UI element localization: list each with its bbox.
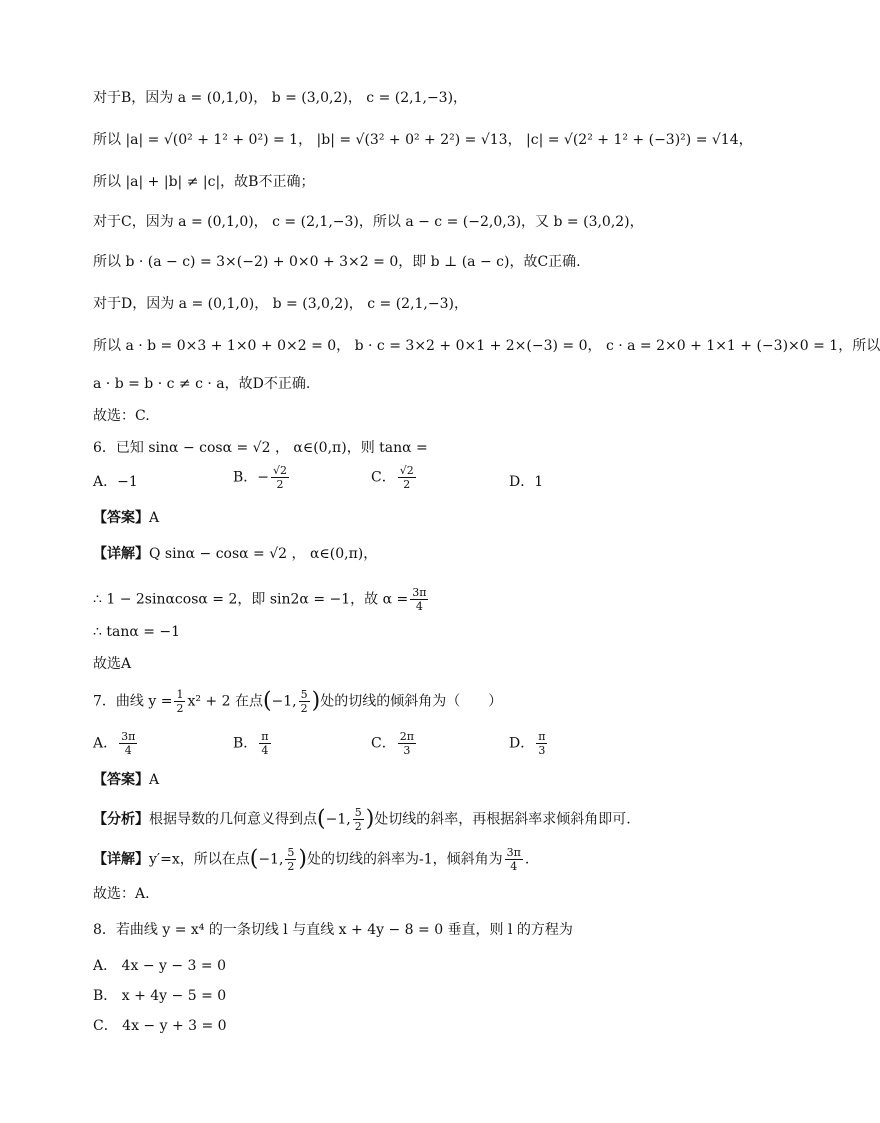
question-8-option-b: B． x + 4y − 5 = 0: [93, 988, 227, 1004]
option-a: A．−1: [93, 474, 138, 490]
option-c-num: √2: [399, 464, 414, 477]
text-line-d1: 对于D，因为 a = (0,1,0)， b = (3,0,2)， c = (2,1,−3)，: [93, 296, 468, 312]
stem-text: x² + 2 在点: [187, 693, 263, 710]
option-a-prefix: A．: [93, 735, 118, 752]
choice-line-5: 故选：C.: [93, 408, 150, 424]
option-c-prefix: C．: [371, 735, 396, 752]
frac-num: 3π: [506, 846, 521, 859]
option-c-fraction: [398, 464, 416, 491]
frac-den: 4: [261, 744, 269, 757]
paren-open: (: [317, 806, 326, 832]
answer-label: 【答案】: [93, 772, 149, 788]
frac-den: 4: [124, 744, 132, 757]
answer-6: [93, 508, 734, 528]
frac-num: 2π: [399, 730, 414, 743]
frac-den: 4: [510, 860, 518, 873]
paren-close: ): [365, 806, 375, 832]
option-d: [509, 730, 549, 757]
frac-den: 3: [538, 744, 546, 757]
frac-num: π: [538, 730, 546, 743]
answer-7: [93, 770, 734, 790]
detail-6-line2: [93, 586, 734, 613]
option-a-fraction: [119, 730, 137, 757]
frac-num: π: [261, 730, 269, 743]
point-text: −1,: [271, 693, 297, 710]
point-text: −1,: [258, 851, 284, 868]
option-a: [93, 730, 139, 757]
question-7-stem: [93, 688, 734, 715]
analysis-text: 根据导数的几何意义得到点: [149, 811, 317, 828]
frac-den: 2: [287, 860, 295, 873]
detail-text: ∴ 1 − 2sinαcosα = 2，即 sin2α = −1，故 α =: [93, 591, 409, 608]
text-line-c1: 对于C，因为 a = (0,1,0)， c = (2,1,−3)，所以 a − c = (−2,0,3)，又 b = (3,0,2)，: [93, 214, 644, 230]
option-b-prefix: B．−: [233, 469, 270, 486]
alpha-fraction: [410, 586, 428, 613]
detail-6-line3: ∴ tanα = −1: [93, 624, 181, 640]
detail-7: [93, 846, 734, 873]
option-c-fraction: [398, 730, 416, 757]
analysis-7: [93, 806, 734, 833]
option-c: [371, 730, 418, 757]
option-d: D．1: [509, 474, 544, 490]
text-line-b2: 所以 |a| = √(0² + 1² + 0²) = 1， |b| = √(3² + 0² + 2²) = √13， |c| = √(2² + 1² + (−3)²) = √14，: [93, 132, 753, 148]
frac-den: 2: [354, 820, 362, 833]
analysis-text: 处切线的斜率，再根据斜率求倾斜角即可.: [374, 811, 631, 828]
choice-line-6: 故选A: [93, 656, 132, 672]
text-line-b1: 对于B，因为 a = (0,1,0)， b = (3,0,2)， c = (2,1,−3)，: [93, 90, 468, 106]
frac-num: 3π: [412, 586, 427, 599]
text-line-b3: 所以 |a| + |b| ≠ |c|，故B不正确；: [93, 174, 315, 190]
frac-num: 5: [287, 846, 295, 859]
option-b-prefix: B．: [233, 735, 258, 752]
detail-text: 处的切线的斜率为-1，倾斜角为: [307, 851, 503, 868]
stem-text: 7．曲线 y =: [93, 693, 173, 710]
option-b: [233, 730, 273, 757]
question-8-option-a: A． 4x − y − 3 = 0: [93, 958, 226, 974]
frac-den: 2: [300, 702, 308, 715]
option-d-prefix: D．: [509, 735, 535, 752]
option-b-num: √2: [273, 464, 288, 477]
detail-6-line1: [93, 544, 734, 564]
option-c: [371, 464, 418, 491]
option-b-fraction: [271, 464, 289, 491]
answer-label: 【答案】: [93, 510, 149, 526]
detail-text: y′=x，所以在点: [149, 851, 250, 868]
frac-den: 2: [176, 702, 184, 715]
answer-value: A: [149, 772, 160, 788]
option-b-fraction: [259, 730, 270, 757]
option-b: [233, 464, 291, 491]
detail-text: Q sinα − cosα = √2 ， α∈(0,π)，: [149, 546, 378, 562]
answer-value: A: [149, 510, 160, 526]
paren-close: ): [311, 688, 321, 714]
paren-close: ): [298, 846, 307, 872]
option-c-prefix: C．: [371, 469, 396, 486]
detail-label: 【详解】: [93, 851, 149, 868]
point-fraction: [285, 846, 296, 873]
paren-open: (: [262, 688, 272, 714]
frac-den: 3: [403, 744, 411, 757]
paren-open: (: [249, 846, 259, 872]
detail-text: .: [524, 851, 530, 868]
stem-text: 处的切线的倾斜角为（ ）: [320, 693, 503, 710]
detail-label: 【详解】: [93, 546, 149, 562]
choice-line-7: 故选：A.: [93, 886, 150, 902]
frac-num: 1: [176, 688, 184, 701]
frac-num: 3π: [121, 730, 136, 743]
frac-den: 4: [415, 600, 423, 613]
analysis-label: 【分析】: [93, 811, 149, 828]
option-d-fraction: [536, 730, 547, 757]
frac-num: 5: [300, 688, 308, 701]
question-8-stem: 8．若曲线 y = x⁴ 的一条切线 l 与直线 x + 4y − 8 = 0 垂直，则 l 的方程为: [93, 922, 573, 938]
question-6-stem: 6．已知 sinα − cosα = √2 ， α∈(0,π)，则 tanα =: [93, 440, 428, 456]
question-8-option-c: C． 4x − y + 3 = 0: [93, 1018, 227, 1034]
point-text: −1,: [325, 811, 351, 828]
frac-num: 5: [354, 806, 362, 819]
text-line-d3: a · b = b · c ≠ c · a，故D不正确.: [93, 376, 311, 392]
option-b-den: 2: [276, 478, 284, 491]
text-line-c2: 所以 b · (a − c) = 3×(−2) + 0×0 + 3×2 = 0，即 b ⊥ (a − c)，故C正确.: [93, 254, 581, 270]
stem-fraction: [174, 688, 185, 715]
point-fraction: [353, 806, 364, 833]
point-fraction: [299, 688, 310, 715]
angle-fraction: [505, 846, 523, 873]
text-line-d2: 所以 a · b = 0×3 + 1×0 + 0×2 = 0， b · c = 3×2 + 0×1 + 2×(−3) = 0， c · a = 2×0 + 1×1 + (−3)×0 = 1，所以: [93, 338, 880, 354]
option-c-den: 2: [403, 478, 411, 491]
